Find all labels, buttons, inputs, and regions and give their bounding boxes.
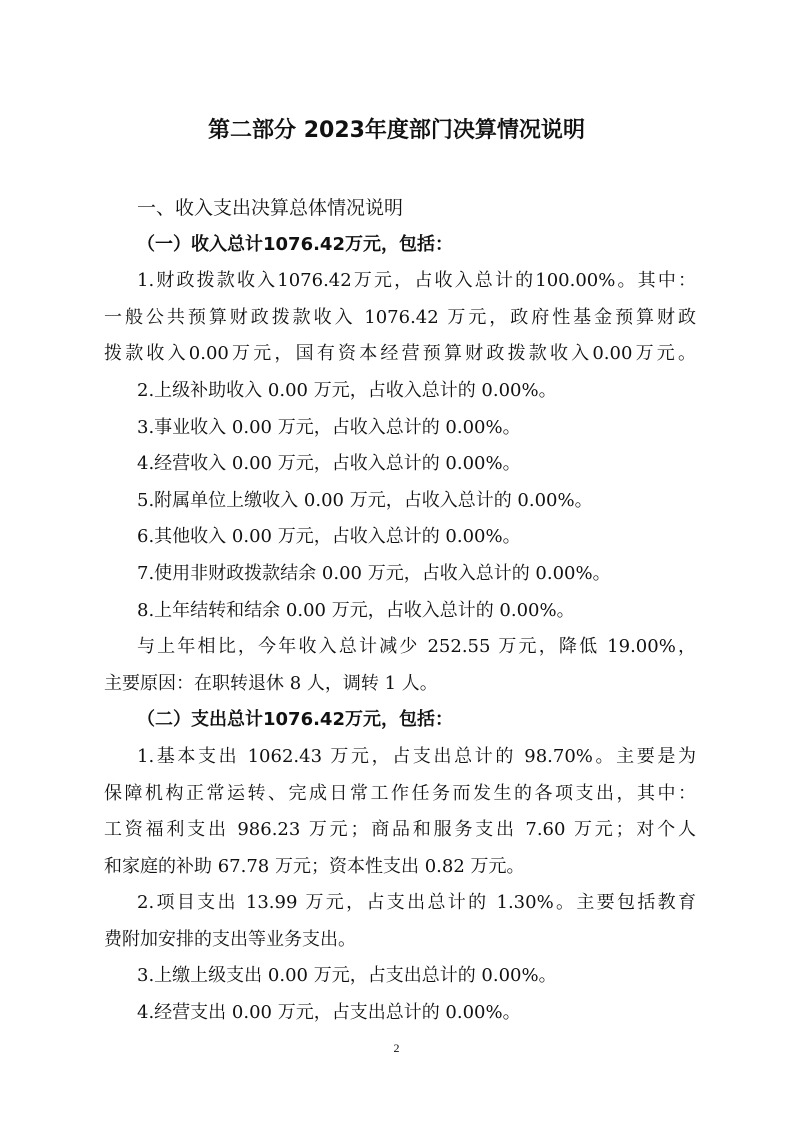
document-body xyxy=(104,190,696,1032)
income-item-1-line-1: 1.财政拨款收入1076.42万元，占收入总计的100.00%。其中： xyxy=(137,270,696,292)
expenditure-item-1-line-1: 1.基本支出 1062.43 万元，占支出总计的 98.70%。主要是为 xyxy=(137,745,696,767)
income-item-1-line-2: 一般公共预算财政拨款收入 1076.42 万元，政府性基金预算财政 xyxy=(104,306,696,328)
income-item-3: 3.事业收入 0.00 万元，占收入总计的 0.00%。 xyxy=(137,416,521,438)
expenditure-item-1-line-4: 和家庭的补助 67.78 万元；资本性支出 0.82 万元。 xyxy=(104,855,525,877)
expenditure-item-4: 4.经营支出 0.00 万元，占支出总计的 0.00%。 xyxy=(137,1002,521,1024)
income-item-8: 8.上年结转和结余 0.00 万元，占收入总计的 0.00%。 xyxy=(137,599,575,621)
expenditure-item-2-line-2: 费附加安排的支出等业务支出。 xyxy=(104,928,356,950)
expenditure-item-1-line-2: 保障机构正常运转、完成日常工作任务而发生的各项支出，其中： xyxy=(104,782,696,804)
expenditure-item-3: 3.上缴上级支出 0.00 万元，占支出总计的 0.00%。 xyxy=(137,965,557,987)
expenditure-heading: （二）支出总计1076.42万元，包括： xyxy=(137,709,453,731)
expenditure-item-2-line-1: 2.项目支出 13.99 万元，占支出总计的 1.30%。主要包括教育 xyxy=(137,892,696,914)
page-number: 2 xyxy=(393,1041,400,1055)
income-item-6: 6.其他收入 0.00 万元，占收入总计的 0.00%。 xyxy=(137,526,521,548)
income-item-5: 5.附属单位上缴收入 0.00 万元，占收入总计的 0.00%。 xyxy=(137,489,593,511)
income-comparison-line-1: 与上年相比，今年收入总计减少 252.55 万元，降低 19.00%， xyxy=(137,636,696,658)
page-title: 第二部分 2023年度部门决算情况说明 xyxy=(208,118,585,143)
income-item-4: 4.经营收入 0.00 万元，占收入总计的 0.00%。 xyxy=(137,453,521,475)
income-item-1-line-3: 拨款收入0.00万元，国有资本经营预算财政拨款收入0.00万元。 xyxy=(104,343,696,365)
income-comparison-line-2: 主要原因：在职转退休 8 人，调转 1 人。 xyxy=(104,672,438,694)
income-item-7: 7.使用非财政拨款结余 0.00 万元，占收入总计的 0.00%。 xyxy=(137,562,611,584)
expenditure-item-1-line-3: 工资福利支出 986.23 万元；商品和服务支出 7.60 万元；对个人 xyxy=(104,819,696,841)
income-item-2: 2.上级补助收入 0.00 万元，占收入总计的 0.00%。 xyxy=(137,379,557,401)
income-heading: （一）收入总计1076.42万元，包括： xyxy=(137,233,453,255)
section-heading-overview: 一、收入支出决算总体情况说明 xyxy=(137,197,404,219)
